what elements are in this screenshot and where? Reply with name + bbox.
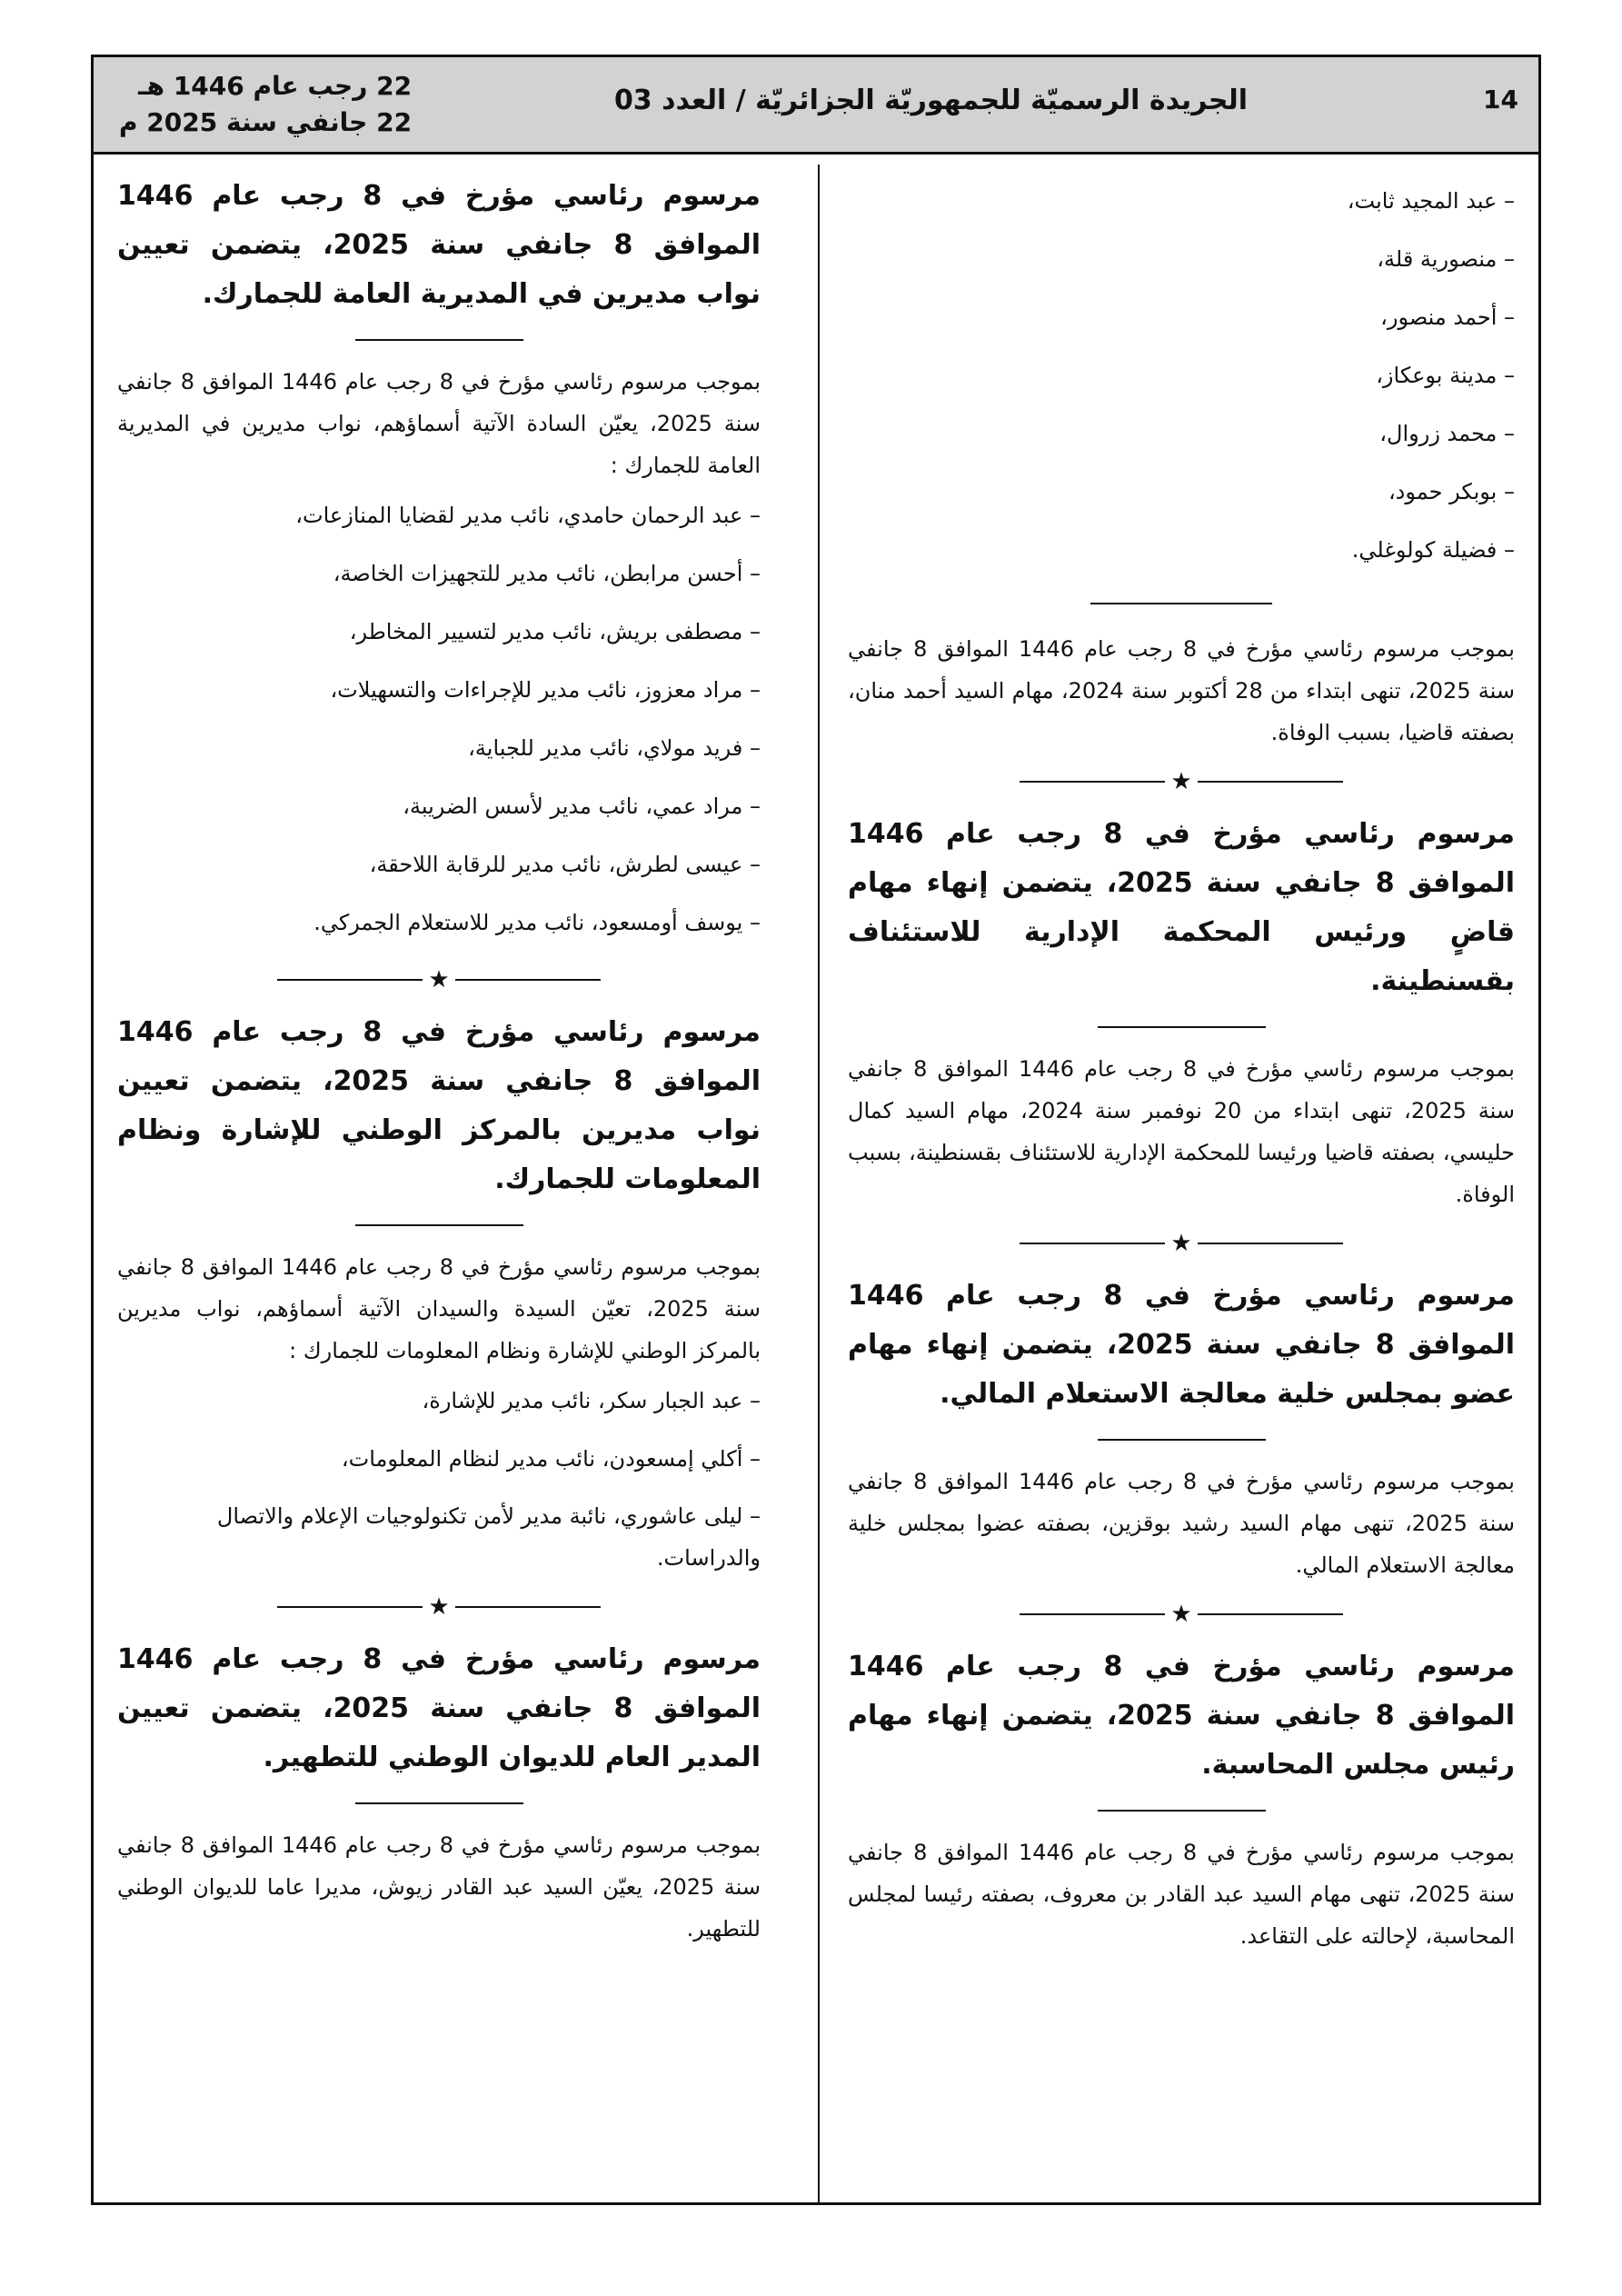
list-item: – بوبكر حمود، — [1388, 479, 1515, 504]
page-number: 14 — [1483, 85, 1518, 115]
separator-rule — [1090, 603, 1272, 604]
separator-rule — [1098, 1810, 1266, 1812]
list-item: – ليلى عاشوري، نائبة مدير لأمن تكنولوجيات الإعلام والاتصال والدراسات. — [216, 1503, 761, 1571]
star-icon: ★ — [428, 1593, 450, 1621]
list-item: – عبد الجبار سكر، نائب مدير للإشارة، — [422, 1388, 761, 1413]
decree-paragraph: بموجب مرسوم رئاسي مؤرخ في 8 رجب عام 1446 الموافق 8 جانفي سنة 2025، يعيّن السيد عبد القادر زيوش، مديرا عاما للديوان الوطني للتطهير. — [117, 1832, 761, 1942]
separator-rule — [355, 339, 523, 341]
list-item: – منصورية قلة، — [1377, 246, 1515, 272]
page-header — [94, 57, 1538, 155]
star-icon: ★ — [1170, 1601, 1192, 1628]
decree-title: مرسوم رئاسي مؤرخ في 8 رجب عام 1446 الموافق 8 جانفي سنة 2025، يتضمن إنهاء مهام عضو بمجلس خلية معالجة الاستعلام المالي. — [848, 1280, 1515, 1410]
left-column — [94, 165, 784, 2202]
date-gregorian: 22 جانفي سنة 2025 م — [119, 107, 413, 137]
appointees-list — [117, 486, 761, 952]
list-item: – مراد معزوز، نائب مدير للإجراءات والتسهيلات، — [330, 677, 761, 703]
star-separator — [117, 968, 761, 992]
separator-rule — [355, 1802, 523, 1804]
star-separator — [848, 1602, 1515, 1626]
decree-title: مرسوم رئاسي مؤرخ في 8 رجب عام 1446 الموافق 8 جانفي سنة 2025، يتضمن إنهاء مهام قاضٍ ورئيس المحكمة الإدارية للاستئناف بقسنطينة. — [848, 818, 1515, 997]
star-icon: ★ — [428, 966, 450, 993]
list-item: – أحسن مرابطن، نائب مدير للتجهيزات الخاصة، — [333, 561, 761, 586]
decree-paragraph: بموجب مرسوم رئاسي مؤرخ في 8 رجب عام 1446 الموافق 8 جانفي سنة 2025، تنهى ابتداء من 28 أكتوبر سنة 2024، مهام السيد أحمد منان، بصفته قاضيا، بسبب الوفاة. — [848, 636, 1516, 745]
list-item: – عيسى لطرش، نائب مدير للرقابة اللاحقة، — [369, 852, 761, 877]
star-separator — [848, 770, 1515, 794]
star-icon: ★ — [1170, 768, 1192, 795]
decree-title: مرسوم رئاسي مؤرخ في 8 رجب عام 1446 الموافق 8 جانفي سنة 2025، يتضمن تعيين نواب مديرين في المديرية العامة للجمارك. — [117, 180, 761, 310]
appointees-list — [117, 1372, 761, 1579]
list-item: – مصطفى بريش، نائب مدير لتسيير المخاطر، — [349, 619, 761, 644]
separator-rule — [1098, 1439, 1266, 1441]
decree-paragraph: بموجب مرسوم رئاسي مؤرخ في 8 رجب عام 1446 الموافق 8 جانفي سنة 2025، تنهى ابتداء من 20 نوفمبر سنة 2024، مهام السيد كمال حليسي، بصفته قاضيا ورئيسا للمحكمة الإدارية للاستئناف بقسنطينة، بسبب الوفاة. — [848, 1056, 1516, 1207]
date-hijri: 22 رجب عام 1446 هـ — [138, 71, 413, 101]
names-list-continued — [848, 172, 1515, 579]
star-separator — [117, 1595, 761, 1619]
list-item: – أكلي إمسعودن، نائب مدير لنظام المعلومات، — [341, 1446, 761, 1472]
decree-paragraph: بموجب مرسوم رئاسي مؤرخ في 8 رجب عام 1446 الموافق 8 جانفي سنة 2025، تعيّن السيدة والسيدان الآتية أسماؤهم، نواب مديرين بالمركز الوطني للإشارة ونظام المعلومات للجمارك : — [117, 1254, 761, 1363]
decree-paragraph: بموجب مرسوم رئاسي مؤرخ في 8 رجب عام 1446 الموافق 8 جانفي سنة 2025، يعيّن السادة الآتية أسماؤهم، نواب مديرين في المديرية العامة للجمارك : — [117, 369, 761, 478]
issue-date — [119, 68, 412, 141]
separator-rule — [1098, 1026, 1266, 1028]
list-item: – عبد المجيد ثابت، — [1347, 188, 1515, 214]
column-divider — [818, 165, 820, 2202]
right-column — [848, 165, 1538, 2202]
list-item: – مدينة بوعكاز، — [1376, 363, 1515, 388]
list-item: – أحمد منصور، — [1380, 304, 1515, 330]
list-item: – يوسف أومسعود، نائب مدير للاستعلام الجمركي. — [313, 910, 761, 935]
star-icon: ★ — [1170, 1230, 1192, 1257]
decree-title: مرسوم رئاسي مؤرخ في 8 رجب عام 1446 الموافق 8 جانفي سنة 2025، يتضمن تعيين نواب مديرين بالمركز الوطني للإشارة ونظام المعلومات للجمارك. — [117, 1016, 761, 1195]
page-frame — [91, 55, 1541, 2205]
list-item: – فضيلة كولوغلي. — [1351, 537, 1515, 563]
decree-paragraph: بموجب مرسوم رئاسي مؤرخ في 8 رجب عام 1446 الموافق 8 جانفي سنة 2025، تنهى مهام السيد عبد القادر بن معروف، بصفته رئيسا لمجلس المحاسبة، لإحالته على التقاعد. — [848, 1840, 1515, 1949]
gazette-title: الجريدة الرسميّة للجمهوريّة الجزائريّة / العدد 03 — [613, 85, 1248, 116]
list-item: – عبد الرحمان حامدي، نائب مدير لقضايا المنازعات، — [295, 503, 761, 528]
decree-title: مرسوم رئاسي مؤرخ في 8 رجب عام 1446 الموافق 8 جانفي سنة 2025، يتضمن تعيين المدير العام للديوان الوطني للتطهير. — [117, 1643, 761, 1773]
decree-title: مرسوم رئاسي مؤرخ في 8 رجب عام 1446 الموافق 8 جانفي سنة 2025، يتضمن إنهاء مهام رئيس مجلس المحاسبة. — [848, 1651, 1515, 1781]
star-separator — [848, 1232, 1515, 1255]
list-item: – فريد مولاي، نائب مدير للجباية، — [468, 735, 761, 761]
decree-paragraph: بموجب مرسوم رئاسي مؤرخ في 8 رجب عام 1446 الموافق 8 جانفي سنة 2025، تنهى مهام السيد رشيد بوقزين، بصفته عضوا بمجلس خلية معالجة الاستعلام المالي. — [848, 1469, 1515, 1578]
separator-rule — [355, 1224, 523, 1226]
list-item: – مراد عمي، نائب مدير لأسس الضريبة، — [403, 794, 761, 819]
list-item: – محمد زروال، — [1379, 421, 1515, 446]
